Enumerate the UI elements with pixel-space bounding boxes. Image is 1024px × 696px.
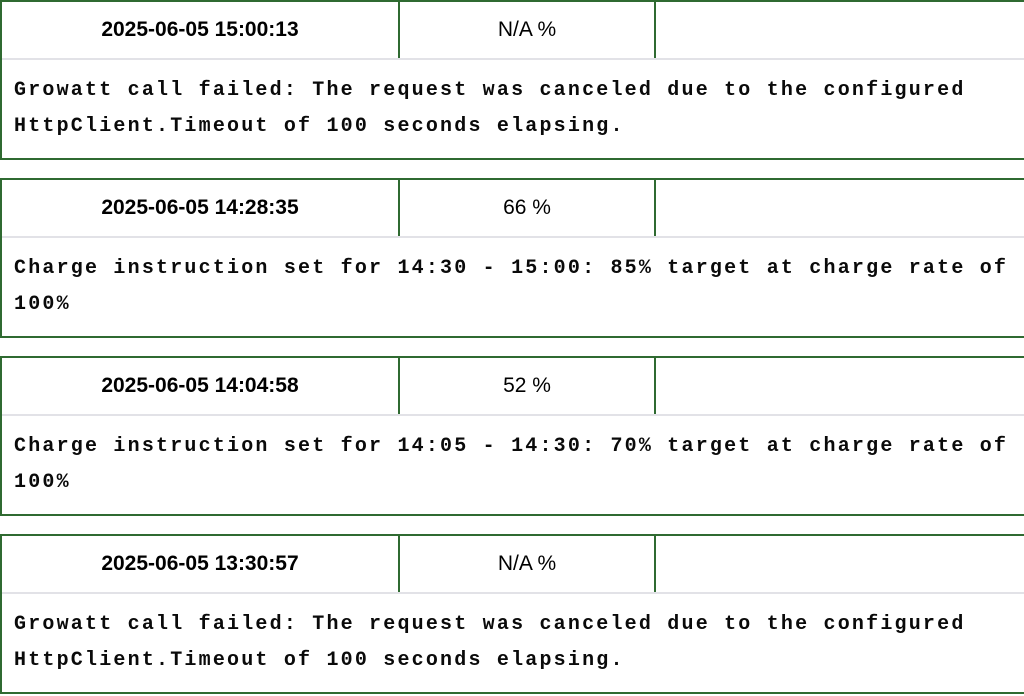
entry-timestamp: 2025-06-05 14:04:58 — [2, 358, 400, 414]
entry-header-row — [2, 536, 1024, 594]
entry-timestamp: 2025-06-05 13:30:57 — [2, 536, 400, 592]
entry-empty-cell — [656, 358, 1024, 414]
entry-message: Charge instruction set for 14:05 - 14:30: 70% target at charge rate of 100% — [14, 435, 1009, 494]
entry-message: Charge instruction set for 14:30 - 15:00: 85% target at charge rate of 100% — [14, 257, 1009, 316]
entry-header-row — [2, 2, 1024, 60]
entry-message: Growatt call failed: The request was canceled due to the configured HttpClient.Timeout of 100 seconds elapsing. — [14, 613, 966, 672]
entry-header-row — [2, 180, 1024, 238]
entry-soc-percent: 66 % — [400, 180, 656, 236]
entry-message: Growatt call failed: The request was canceled due to the configured HttpClient.Timeout of 100 seconds elapsing. — [14, 79, 966, 138]
entry-soc-percent: N/A % — [400, 536, 656, 592]
entry-empty-cell — [656, 536, 1024, 592]
entry-timestamp: 2025-06-05 15:00:13 — [2, 2, 400, 58]
log-entry-card — [0, 356, 1024, 516]
entry-soc-percent: N/A % — [400, 2, 656, 58]
log-entry-card — [0, 0, 1024, 160]
entry-header-row — [2, 358, 1024, 416]
log-entry-card — [0, 178, 1024, 338]
log-entry-card — [0, 534, 1024, 694]
entry-timestamp: 2025-06-05 14:28:35 — [2, 180, 400, 236]
entry-empty-cell — [656, 180, 1024, 236]
entry-empty-cell — [656, 2, 1024, 58]
entry-soc-percent: 52 % — [400, 358, 656, 414]
